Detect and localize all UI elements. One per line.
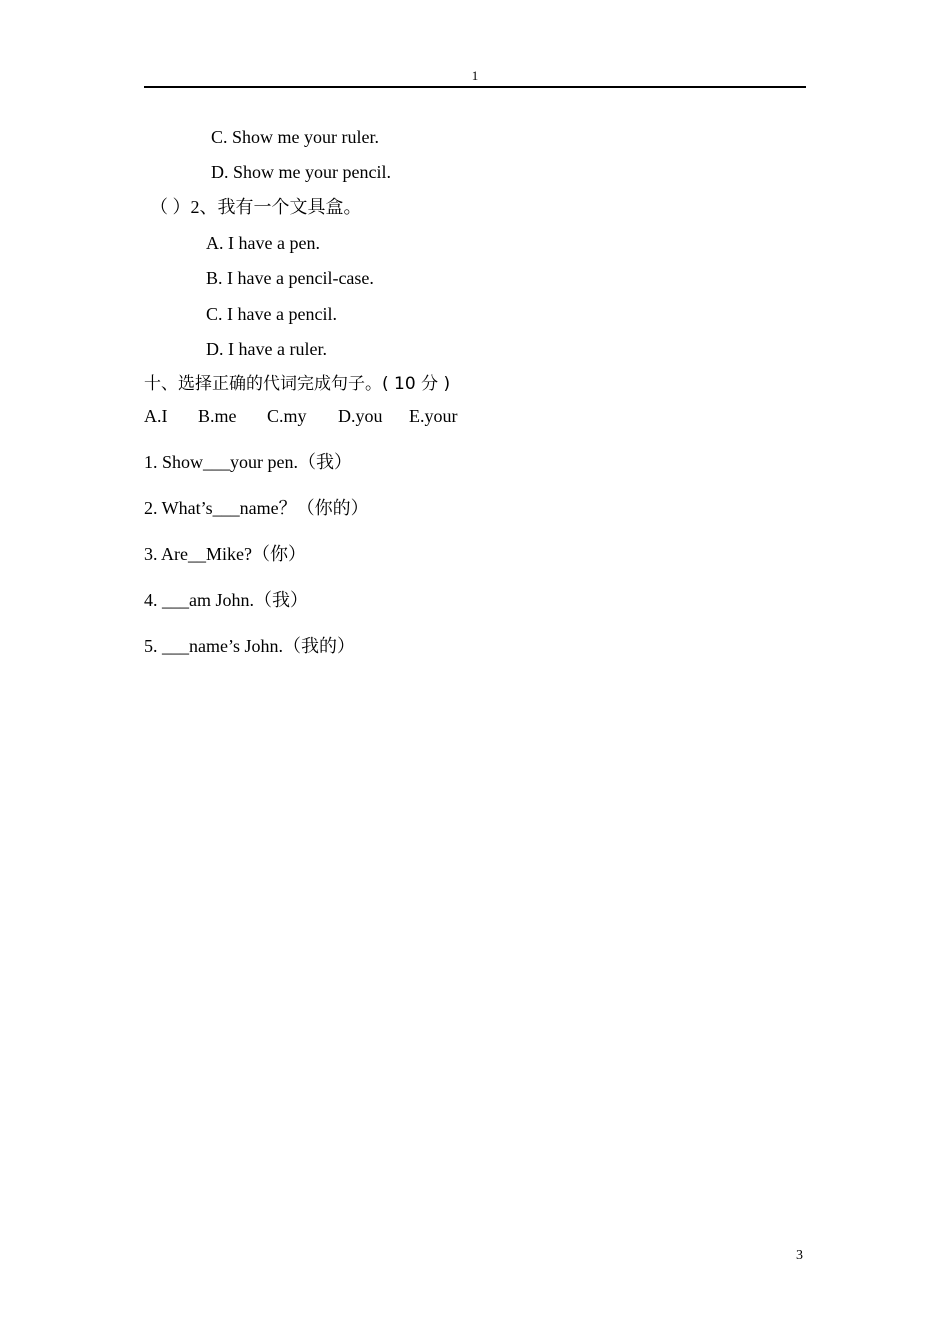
section10-item-2: 2. What’s___name？（你的） (144, 498, 369, 518)
pronoun-option-b: B.me (198, 406, 237, 426)
pronoun-option-a: A.I (144, 406, 168, 426)
q2-option-a: A. I have a pen. (206, 233, 320, 253)
page-number: 3 (796, 1248, 803, 1263)
pronoun-option-c: C.my (267, 406, 307, 426)
section10-title: 十、选择正确的代词完成句子。( 10 分 ) (144, 374, 451, 394)
pronoun-options (144, 404, 458, 428)
q1-option-d: D. Show me your pencil. (211, 162, 391, 182)
section10-item-1: 1. Show___your pen.（我） (144, 452, 352, 472)
section10-item-4: 4. ___am John.（我） (144, 590, 308, 610)
q2-option-c: C. I have a pencil. (206, 304, 337, 324)
q2-stem: （ ）2、我有一个文具盒。 (150, 197, 362, 217)
q1-option-c: C. Show me your ruler. (211, 127, 379, 147)
pronoun-option-e: E.your (409, 406, 458, 426)
page-header (144, 66, 806, 88)
section10-item-3: 3. Are__Mike?（你） (144, 544, 306, 564)
q2-option-b: B. I have a pencil-case. (206, 268, 374, 288)
section10-item-5: 5. ___name’s John.（我的） (144, 636, 355, 656)
header-page-label: 1 (471, 68, 479, 83)
pronoun-option-d: D.you (338, 406, 383, 426)
q2-option-d: D. I have a ruler. (206, 339, 327, 359)
